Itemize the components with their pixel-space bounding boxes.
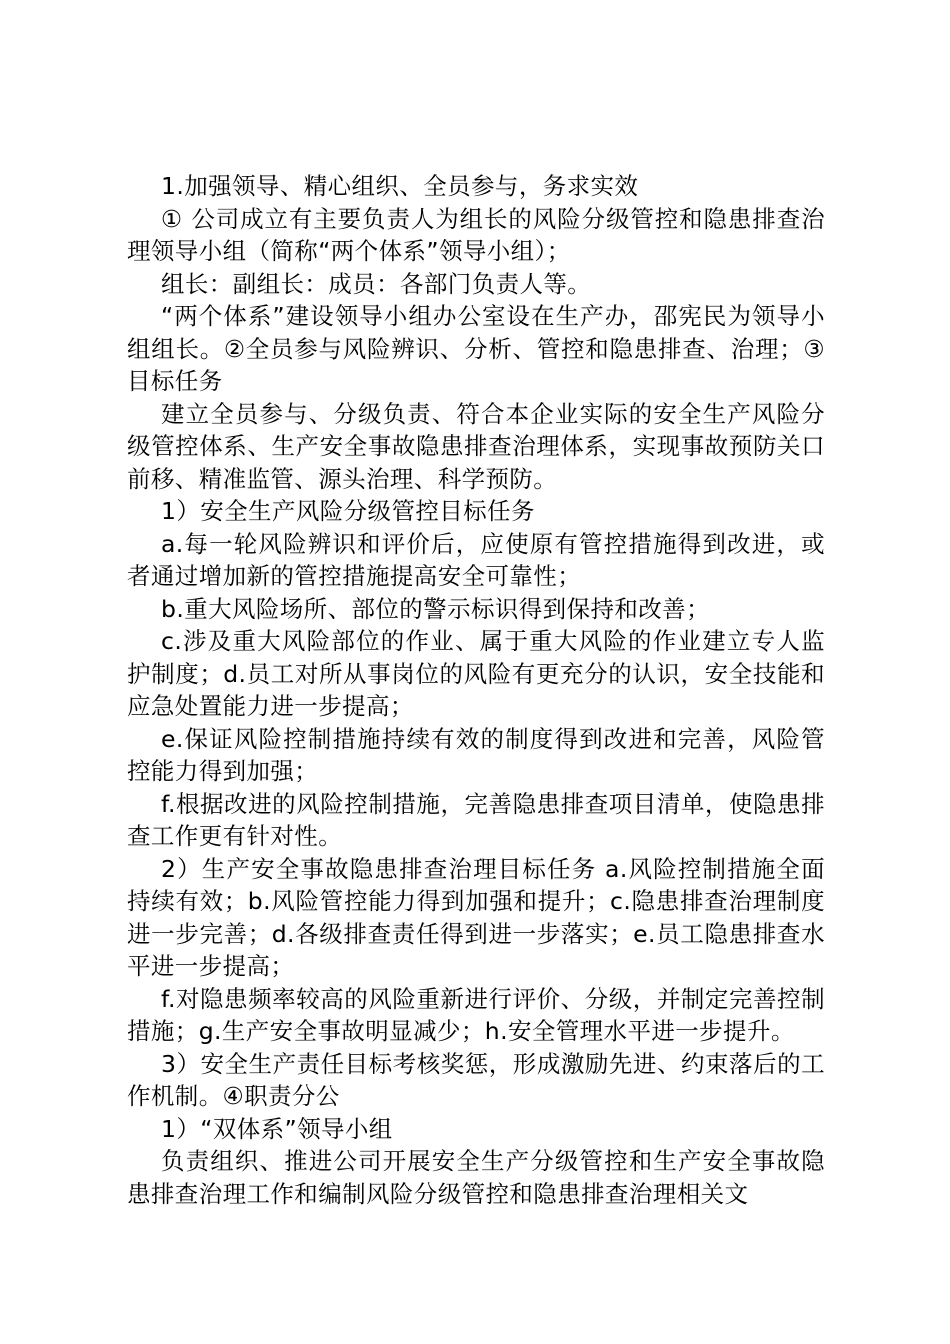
- document-body: [127, 170, 825, 1210]
- paragraph-12: 2）生产安全事故隐患排查治理目标任务 a.风险控制措施全面持续有效；b.风险管控能力得到加强和提升；c.隐患排查治理制度进一步完善；d.各级排查责任得到进一步落实；e.员工隐患排查水平进一步提高；: [127, 854, 825, 980]
- paragraph-2: ① 公司成立有主要负责人为组长的风险分级管控和隐患排查治理领导小组（简称“两个体系”领导小组）；: [127, 204, 825, 265]
- paragraph-3: 组长：副组长：成员：各部门负责人等。: [161, 269, 592, 298]
- paragraph-5: 建立全员参与、分级负责、符合本企业实际的安全生产风险分级管控体系、生产安全事故隐患排查治理体系，实现事故预防关口前移、精准监管、源头治理、科学预防。: [127, 399, 825, 493]
- paragraph-13: f.对隐患频率较高的风险重新进行评价、分级，并制定完善控制措施；g.生产安全事故明显减少；h.安全管理水平进一步提升。: [127, 984, 825, 1045]
- paragraph-14: 3）安全生产责任目标考核奖惩，形成激励先进、约束落后的工作机制。④职责分公: [127, 1049, 825, 1110]
- paragraph-10: e.保证风险控制措施持续有效的制度得到改进和完善，风险管控能力得到加强；: [127, 724, 825, 785]
- paragraph-7: a.每一轮风险辨识和评价后，应使原有管控措施得到改进，或者通过增加新的管控措施提高安全可靠性；: [127, 529, 825, 590]
- paragraph-11: f.根据改进的风险控制措施，完善隐患排查项目清单，使隐患排查工作更有针对性。: [127, 789, 825, 850]
- paragraph-9: c.涉及重大风险部位的作业、属于重大风险的作业建立专人监护制度；d.员工对所从事岗位的风险有更充分的认识，安全技能和应急处置能力进一步提高；: [127, 627, 825, 720]
- paragraph-1: 1.加强领导、精心组织、全员参与，务求实效: [161, 172, 639, 200]
- paragraph-8: b.重大风险场所、部位的警示标识得到保持和改善；: [161, 594, 710, 623]
- paragraph-4: “两个体系”建设领导小组办公室设在生产办，邵宪民为领导小组组长。②全员参与风险辨识、分析、管控和隐患排查、治理；③目标任务: [127, 302, 825, 395]
- paragraph-6: 1）安全生产风险分级管控目标任务: [161, 497, 535, 525]
- paragraph-16: 负责组织、推进公司开展安全生产分级管控和生产安全事故隐患排查治理工作和编制风险分级管控和隐患排查治理相关文: [127, 1147, 825, 1208]
- paragraph-15: 1）“双体系”领导小组: [161, 1114, 393, 1143]
